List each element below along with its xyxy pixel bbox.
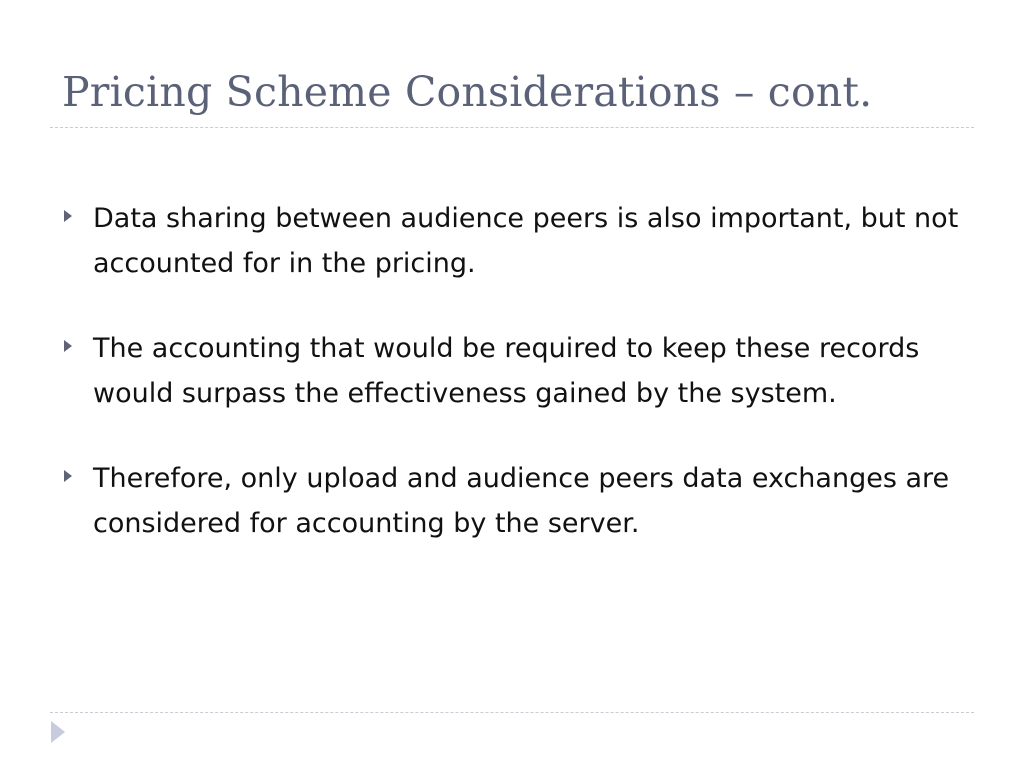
- bullet-item: [0, 196, 1024, 286]
- title-divider: [50, 127, 974, 128]
- play-triangle-icon[interactable]: [51, 721, 65, 743]
- slide-title: Pricing Scheme Considerations – cont.: [62, 68, 873, 116]
- footer-divider: [50, 712, 974, 713]
- bullet-list: [0, 196, 1024, 586]
- bullet-text: Therefore, only upload and audience peers data exchanges are considered for accounting by the server.: [93, 463, 950, 539]
- bullet-text: Data sharing between audience peers is also important, but not accounted for in the pricing.: [93, 203, 959, 279]
- bullet-text: The accounting that would be required to keep these records would surpass the effectiveness gained by the system.: [93, 333, 920, 409]
- bullet-item: [0, 326, 1024, 416]
- triangle-right-icon: [64, 340, 72, 352]
- triangle-right-icon: [64, 210, 72, 222]
- bullet-item: [0, 456, 1024, 546]
- triangle-right-icon: [64, 470, 72, 482]
